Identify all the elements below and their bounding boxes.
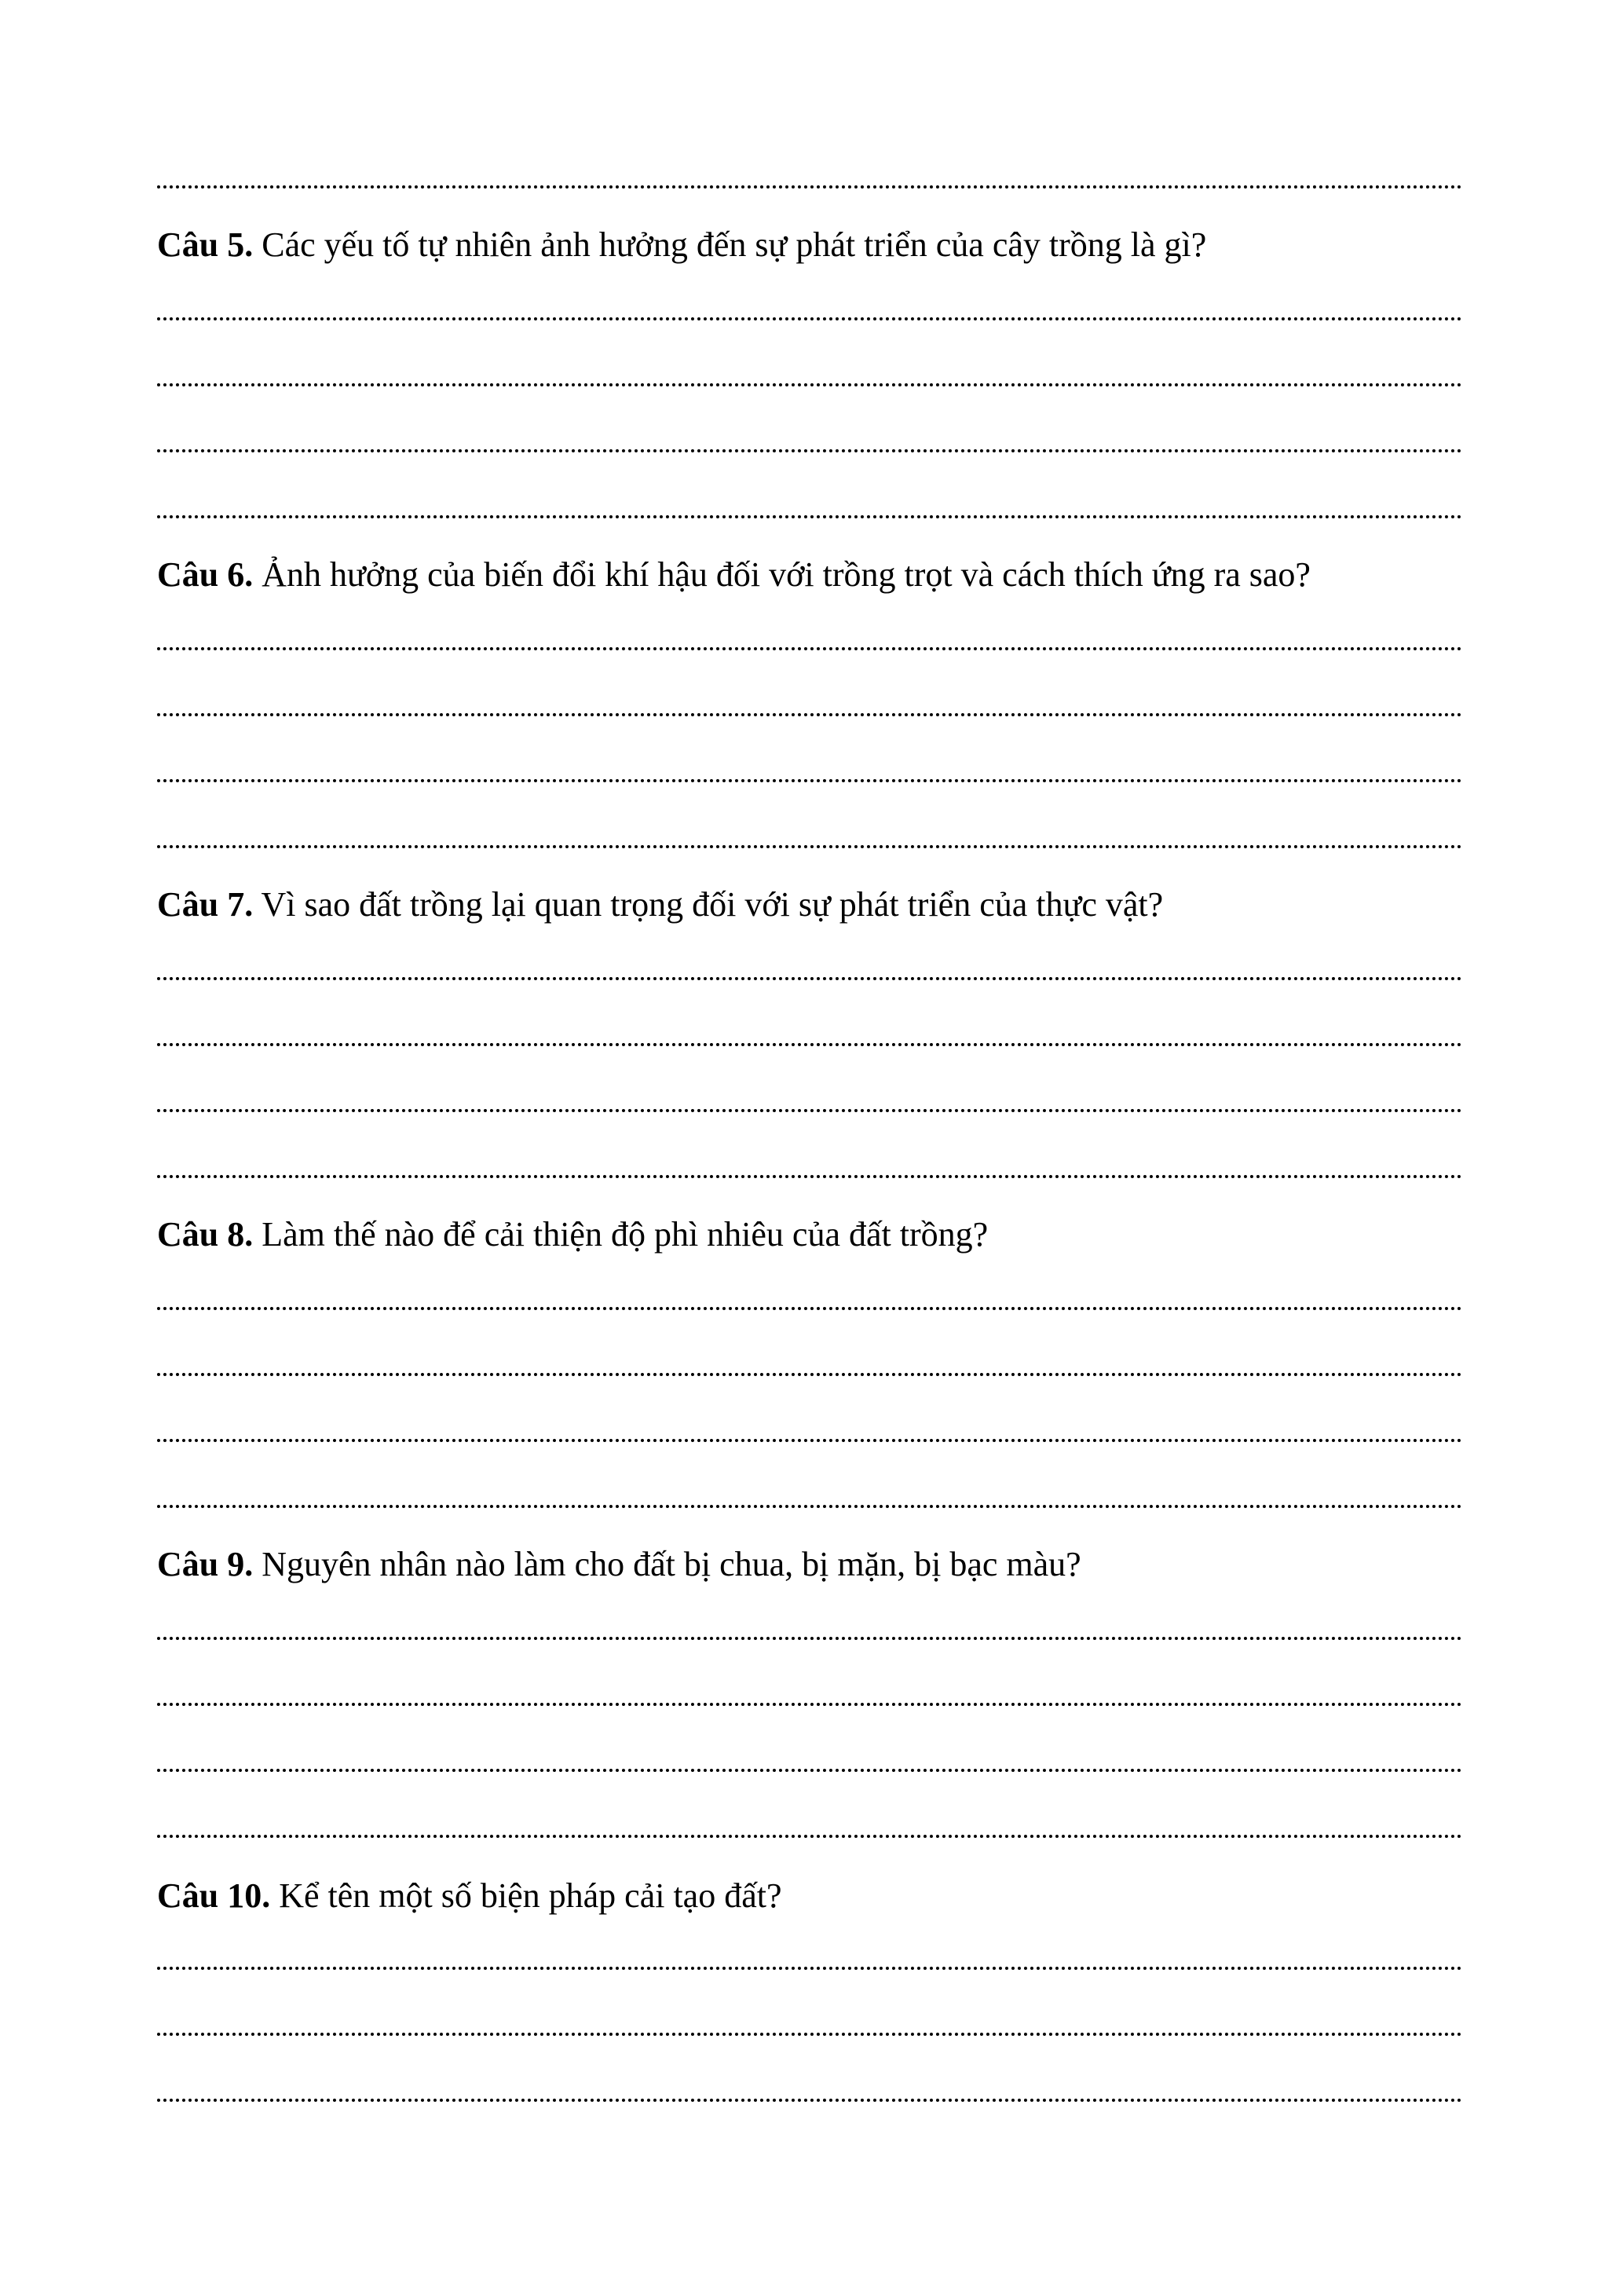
question-text: Nguyên nhân nào làm cho đất bị chua, bị mặn, bị bạc màu? [253,1545,1081,1583]
question-5 [157,221,1492,269]
answer-line [157,449,1462,452]
answer-line [157,2099,1462,2102]
question-text: Ảnh hưởng của biến đổi khí hậu đối với trồng trọt và cách thích ứng ra sao? [253,555,1311,594]
question-label: Câu 5. [157,225,254,264]
question-text: Các yếu tố tự nhiên ảnh hưởng đến sự phát triển của cây trồng là gì? [253,225,1207,264]
question-10 [157,1872,1492,1920]
answer-line [157,1967,1462,1970]
answer-line [157,1439,1462,1442]
question-7 [157,881,1492,928]
question-label: Câu 9. [157,1545,254,1583]
answer-line [157,185,1462,189]
answer-line [157,317,1462,320]
answer-line [157,1835,1462,1838]
question-text: Làm thế nào để cải thiện độ phì nhiêu của đất trồng? [253,1215,989,1254]
answer-line [157,1505,1462,1508]
question-label: Câu 10. [157,1876,271,1915]
answer-line [157,1637,1462,1640]
answer-line [157,1373,1462,1376]
question-label: Câu 7. [157,885,254,924]
answer-line [157,1175,1462,1178]
answer-line [157,1307,1462,1310]
question-text: Kể tên một số biện pháp cải tạo đất? [270,1876,782,1915]
answer-line [157,1043,1462,1046]
answer-line [157,1769,1462,1772]
question-label: Câu 6. [157,555,254,594]
answer-line [157,1109,1462,1112]
answer-line [157,1703,1462,1706]
answer-line [157,647,1462,650]
question-9 [157,1541,1492,1588]
question-6 [157,551,1492,598]
answer-line [157,515,1462,518]
question-text: Vì sao đất trồng lại quan trọng đối với sự phát triển của thực vật? [253,885,1164,924]
answer-line [157,2033,1462,2036]
answer-line [157,713,1462,716]
answer-line [157,977,1462,980]
answer-line [157,383,1462,386]
question-label: Câu 8. [157,1215,254,1254]
question-8 [157,1211,1492,1258]
answer-line [157,779,1462,782]
answer-line [157,845,1462,848]
